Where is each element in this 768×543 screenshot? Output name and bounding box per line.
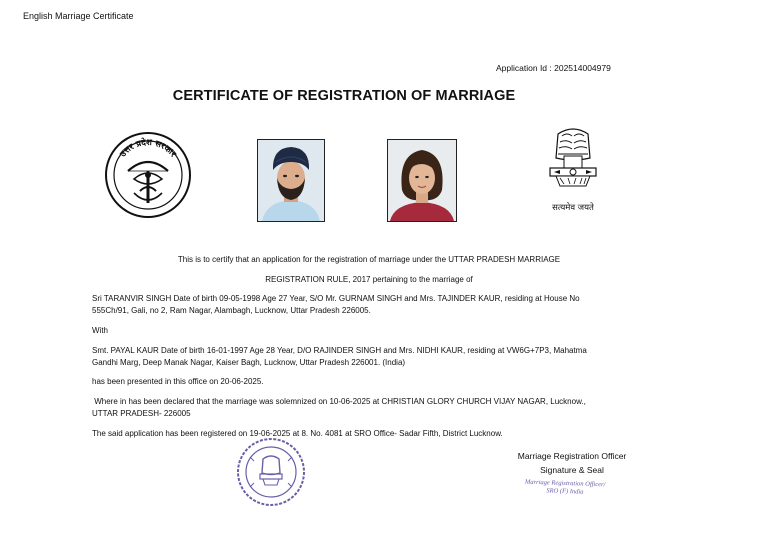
application-id: Application Id : 202514004979	[496, 63, 611, 73]
registered-line: The said application has been registered on 19-06-2025 at 8. No. 4081 at SRO Office- Sadar Fifth, District Lucknow.	[92, 429, 503, 438]
officer-title: Marriage Registration Officer	[517, 451, 627, 461]
up-seal-text: उत्तर प्रदेश सरकार	[118, 137, 178, 160]
national-emblem	[542, 126, 604, 216]
solemnized-line-1: Where in has been declared that the marriage was solemnized on 10-06-2025 at CHRISTIAN GLORY CHURCH VIJAY NAGAR, Lucknow.,	[92, 397, 586, 406]
emblem-motto: सत्यमेव जयते	[552, 203, 594, 213]
presented-line: has been presented in this office on 20-06-2025.	[92, 377, 264, 386]
office-round-stamp	[236, 437, 306, 507]
up-government-seal	[104, 131, 192, 219]
signature-stamp-line-1: Marriage Registration Officer/	[524, 478, 606, 489]
document-type-label: English Marriage Certificate	[23, 11, 134, 21]
groom-details-line-1: Sri TARANVIR SINGH Date of birth 09-05-1998 Age 27 Year, S/O Mr. GURNAM SINGH and Mrs. TAJINDER KAUR, residing at House No	[92, 294, 580, 303]
signature-stamp-line-2: SRO (F) India	[546, 487, 584, 496]
with-label: With	[92, 326, 108, 335]
bride-details-line-1: Smt. PAYAL KAUR Date of birth 16-01-1997 Age 28 Year, D/O RAJINDER SINGH and Mrs. NIDHI KAUR, residing at VW6G+7P3, Mahatma	[92, 346, 587, 355]
bride-photo	[387, 139, 457, 222]
signature-seal-label: Signature & Seal	[540, 465, 604, 475]
certificate-title: CERTIFICATE OF REGISTRATION OF MARRIAGE	[172, 88, 516, 104]
groom-details-line-2: 555Ch/91, Gali, no 2, Ram Nagar, Alambagh, Lucknow, Uttar Pradesh 226005.	[92, 306, 371, 315]
certify-line-2: REGISTRATION RULE, 2017 pertaining to the marriage of	[265, 275, 473, 284]
certify-line-1: This is to certify that an application for the registration of marriage under the UTTAR PRADESH MARRIAGE	[177, 255, 561, 264]
bride-details-line-2: Gandhi Marg, Deep Manak Nagar, Kaiser Bagh, Lucknow, Uttar Pradesh 226001. (India)	[92, 358, 406, 367]
solemnized-line-2: UTTAR PRADESH- 226005	[92, 409, 191, 418]
signature-stamp	[520, 480, 610, 504]
groom-photo	[257, 139, 325, 222]
